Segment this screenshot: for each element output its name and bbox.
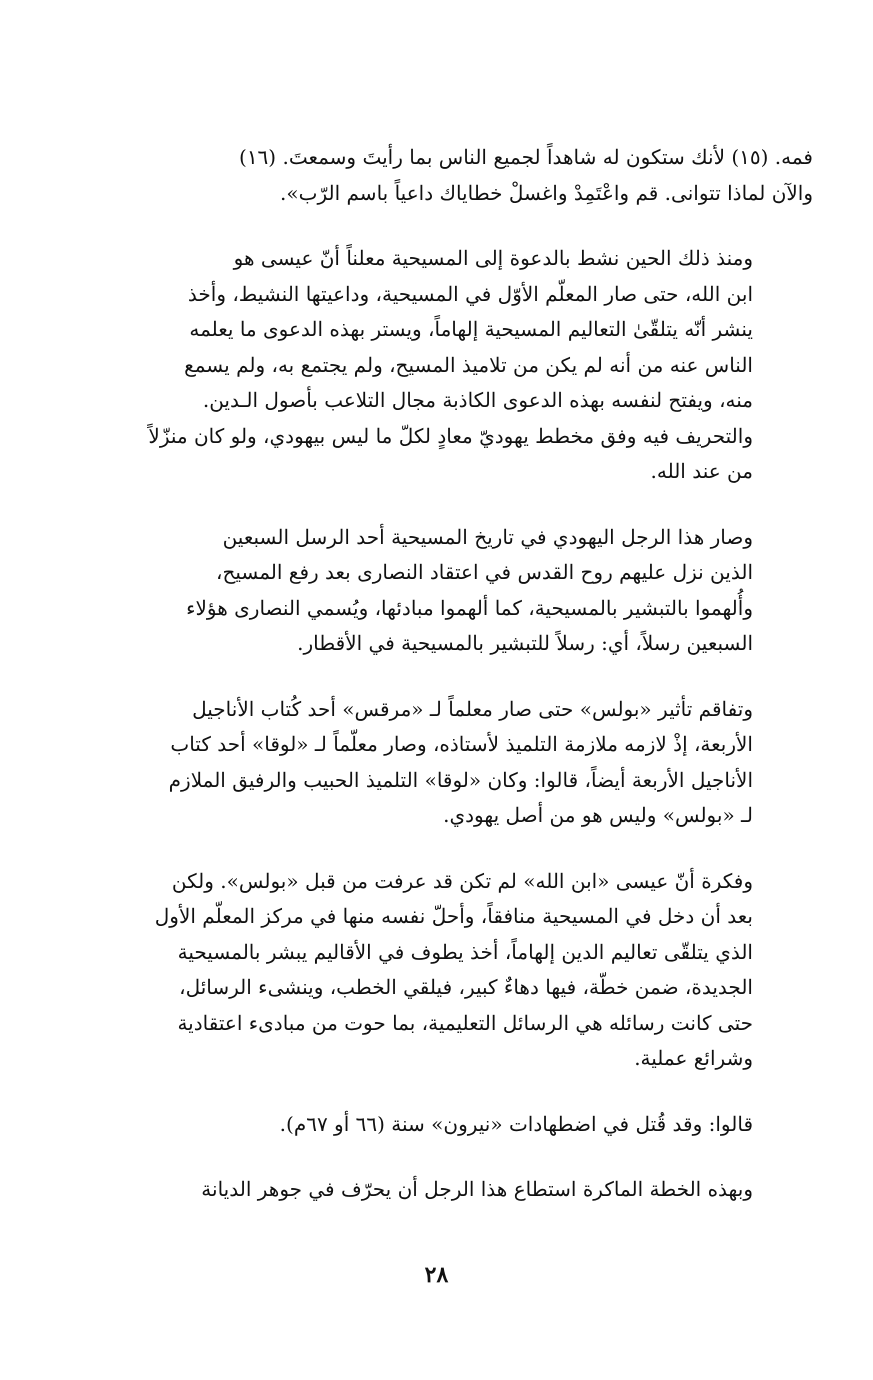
text-line: والآن لماذا تتوانى. قم واعْتَمِدْ واغسلْ خطاياك داعياً باسم الرّب». bbox=[280, 180, 813, 205]
text-line: ومنذ ذلك الحين نشط بالدعوة إلى المسيحية معلناً أنّ عيسى هو bbox=[233, 246, 753, 270]
text-line: ابن الله، حتى صار المعلّم الأوّل في المسيحية، وداعيتها النشيط، وأخذ bbox=[187, 281, 753, 306]
text-line: من عند الله. bbox=[650, 459, 753, 483]
text-line: الأناجيل الأربعة أيضاً، قالوا: وكان «لوقا» التلميذ الحبيب والرفيق الملازم bbox=[168, 767, 753, 792]
text-line: وشرائع عملية. bbox=[634, 1046, 753, 1070]
text-line: وصار هذا الرجل اليهودي في تاريخ المسيحية أحد الرسل السبعين bbox=[222, 524, 753, 549]
text-line: الذي يتلقّى تعاليم الدين إلهاماً، أخذ يطوف في الأقاليم يبشر بالمسيحية bbox=[177, 939, 753, 964]
paragraph bbox=[55, 864, 813, 1077]
paragraph bbox=[55, 692, 813, 834]
text-line: الجديدة، ضمن خطّة، فيها دهاءٌ كبير، فيلقي الخطب، وينشىء الرسائل، bbox=[179, 975, 753, 999]
paragraph bbox=[55, 520, 813, 662]
body-text bbox=[55, 140, 813, 1208]
text-line: لـ «بولس» وليس هو من أصل يهودي. bbox=[443, 803, 753, 827]
paragraph bbox=[55, 1172, 813, 1208]
text-line: قالوا: وقد قُتل في اضطهادات «نيرون» سنة (٦٦ أو ٦٧م). bbox=[279, 1111, 753, 1136]
text-line: وبهذه الخطة الماكرة استطاع هذا الرجل أن يحرّف في جوهر الديانة bbox=[201, 1177, 753, 1201]
page-number: ٢٨ bbox=[424, 1262, 449, 1288]
text-line: ينشر أنّه يتلقّىٰ التعاليم المسيحية إلهاماً، ويستر بهذه الدعوى ما يعلمه bbox=[189, 317, 753, 341]
text-line: وفكرة أنّ عيسى «ابن الله» لم تكن قد عرفت من قبل «بولس». ولكن bbox=[171, 868, 753, 893]
text-line: بعد أن دخل في المسيحية منافقاً، وأحلّ نفسه منها في مركز المعلّم الأول bbox=[154, 904, 753, 928]
text-line: منه، ويفتح لنفسه بهذه الدعوى الكاذبة مجال التلاعب بأصول الـدين. bbox=[202, 388, 753, 412]
text-line: الذين نزل عليهم روح القدس في اعتقاد النصارى بعد رفع المسيح، bbox=[215, 560, 753, 584]
paragraph bbox=[55, 1107, 813, 1143]
text-line: حتى كانت رسائله هي الرسائل التعليمية، بما حوت من مبادىء اعتقادية bbox=[177, 1010, 753, 1035]
paragraph bbox=[55, 241, 813, 490]
text-line: فمه. (١٥) لأنك ستكون له شاهداً لجميع الناس بما رأيتَ وسمعتَ. (١٦) bbox=[239, 145, 813, 169]
text-line: الأربعة، إذْ لازمه ملازمة التلميذ لأستاذه، وصار معلّماً لـ «لوقا» أحد كتاب bbox=[170, 732, 753, 756]
paragraph bbox=[55, 140, 813, 211]
text-line: وأُلهموا بالتبشير بالمسيحية، كما ألهموا مبادئها، ويُسمي النصارى هؤلاء bbox=[186, 595, 753, 620]
text-line: السبعين رسلاً، أي: رسلاً للتبشير بالمسيحية في الأقطار. bbox=[297, 631, 753, 655]
text-line: وتفاقم تأثير «بولس» حتى صار معلماً لـ «مرقس» أحد كُتاب الأناجيل bbox=[192, 696, 753, 721]
text-line: والتحريف فيه وفق مخطط يهوديّ معادٍ لكلّ ما ليس بيهودي، ولو كان منزّلاً bbox=[148, 423, 753, 448]
text-line: الناس عنه من أنه لم يكن من تلاميذ المسيح، ولم يجتمع به، ولم يسمع bbox=[184, 352, 753, 377]
